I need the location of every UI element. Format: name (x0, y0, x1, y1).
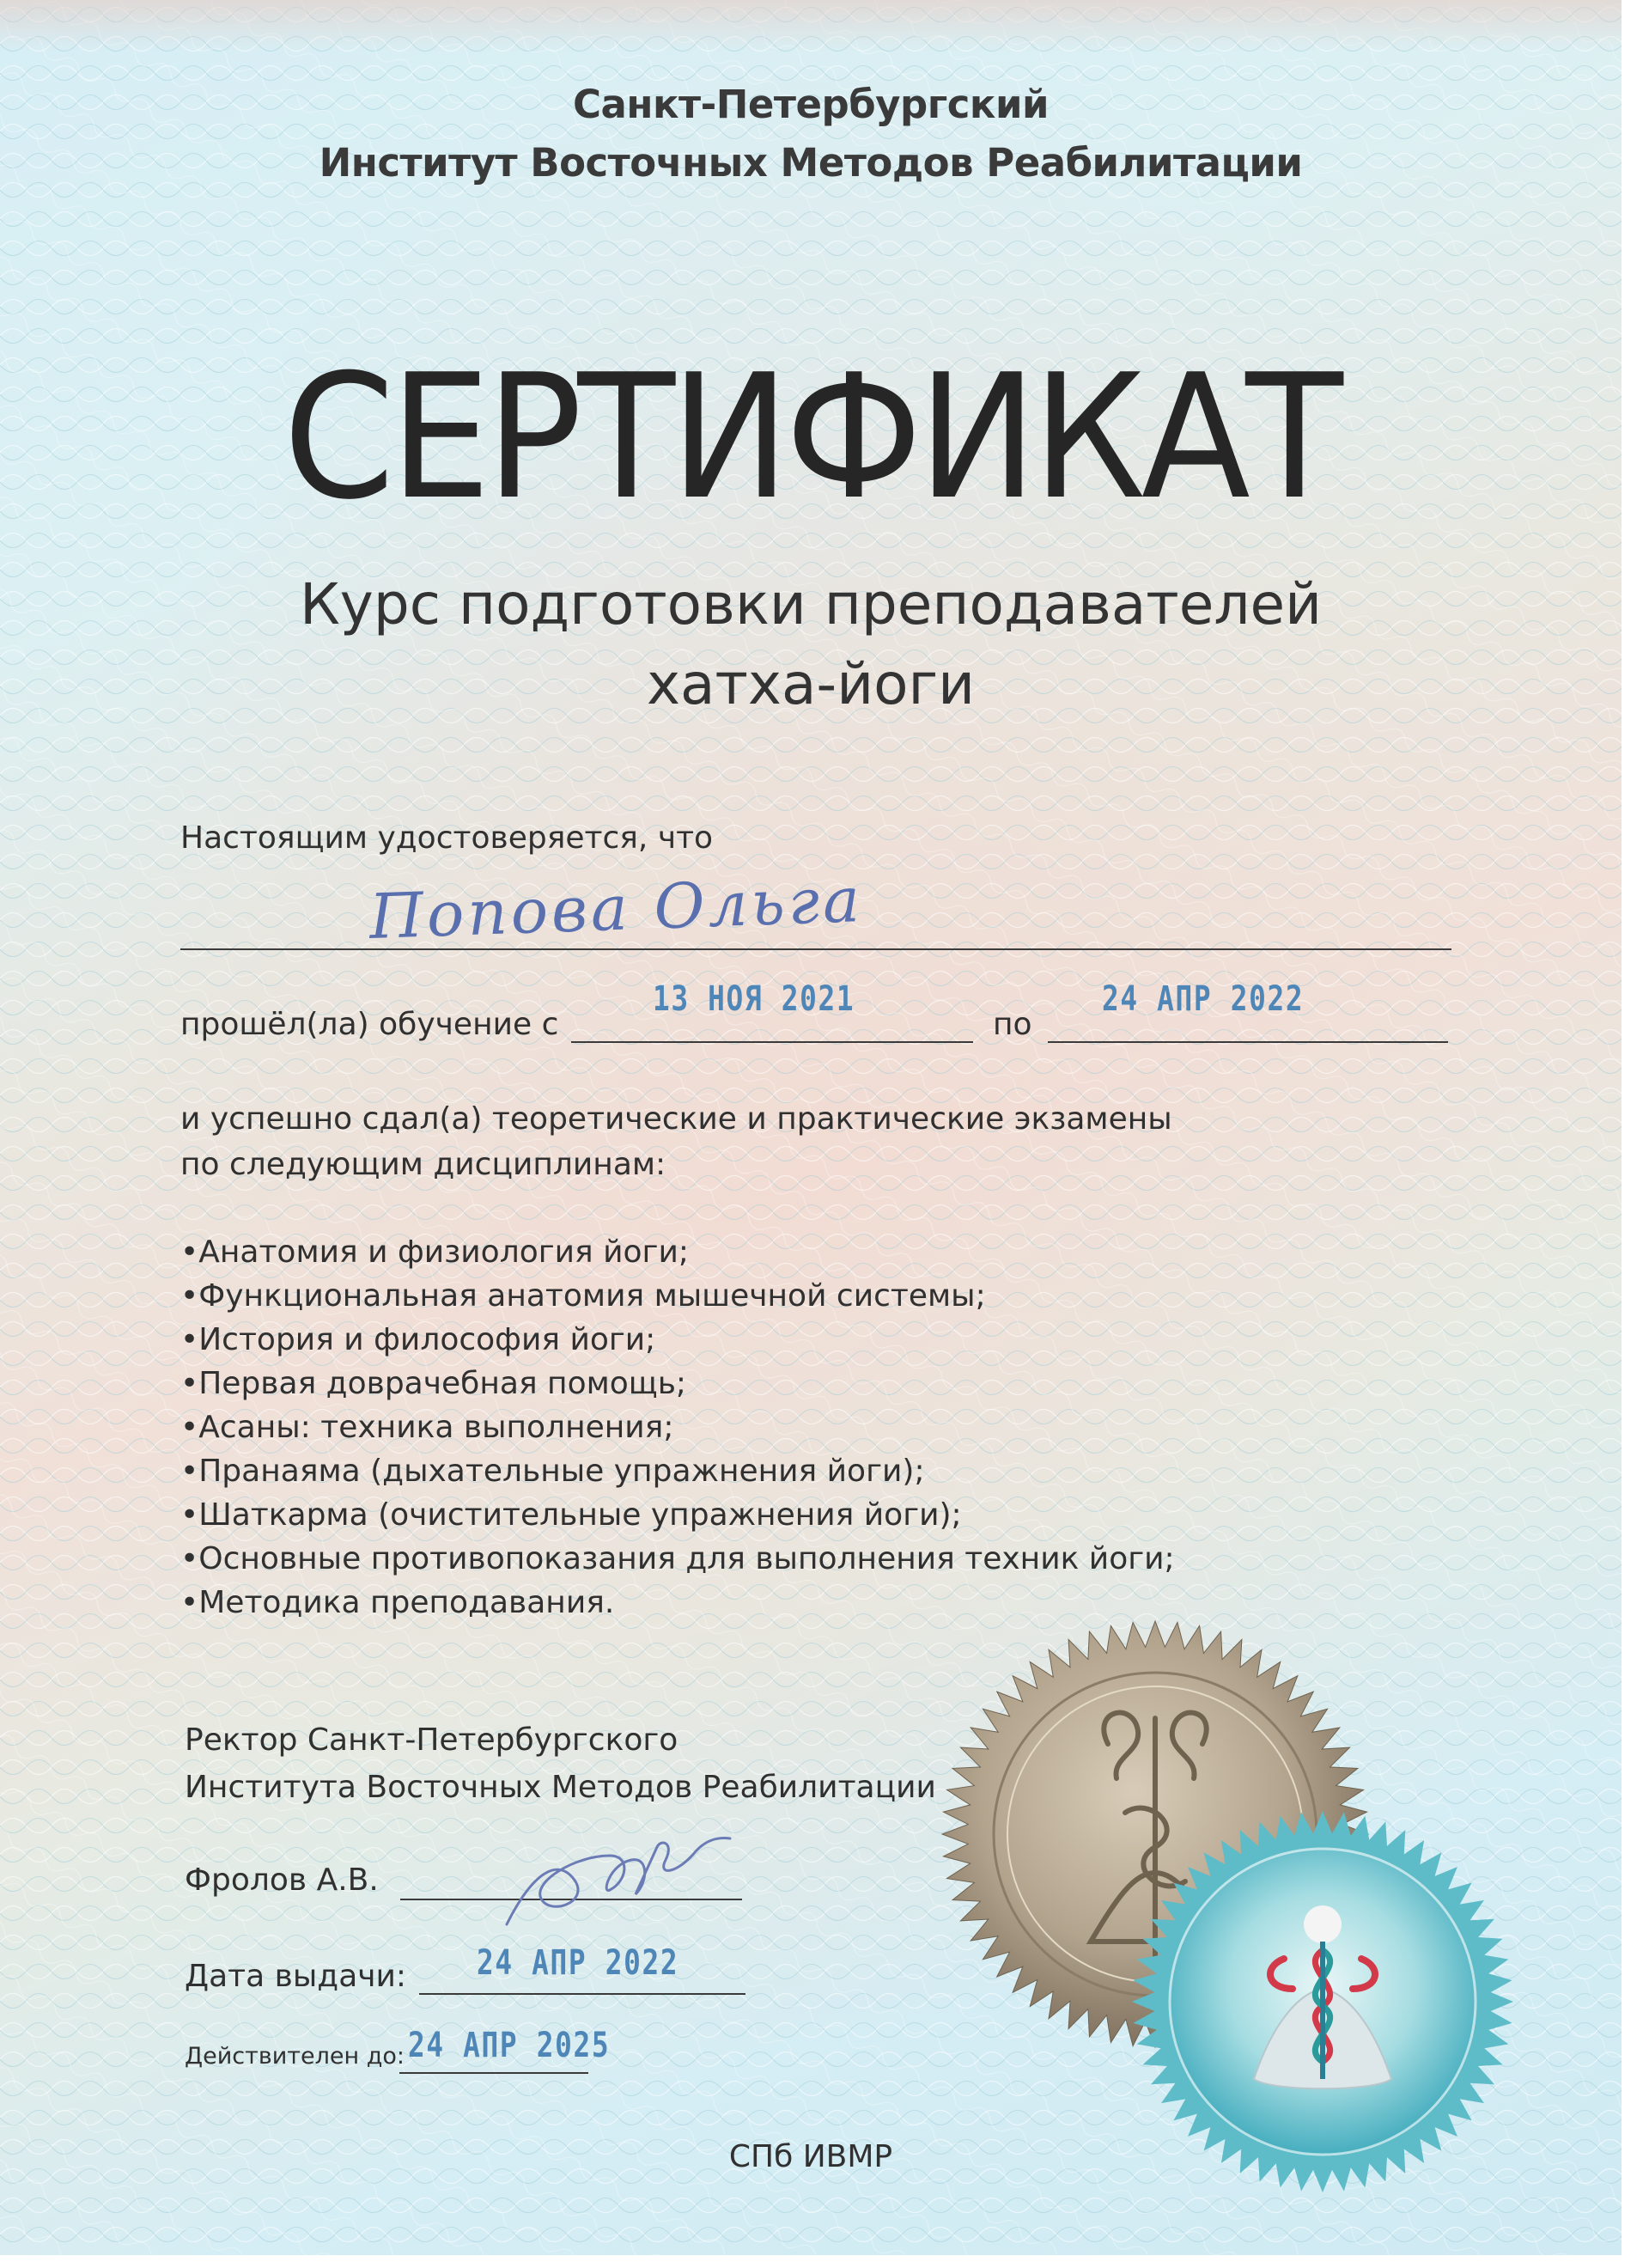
footer-institute-mark: СПб ИВМР (728, 2139, 893, 2174)
valid-until-stamp: 24 АПР 2025 (408, 2026, 611, 2065)
training-from-date-stamp: 13 НОЯ 2021 (653, 979, 855, 1019)
certify-text: Настоящим удостоверяется, что (180, 820, 714, 856)
disciplines-list (180, 1230, 1175, 1625)
recipient-name-line (180, 948, 1451, 950)
certificate-title: СЕРТИФИКАТ (283, 338, 1339, 538)
exams-text-line1: и успешно сдал(а) теоретические и практические экзамены (180, 1101, 1172, 1137)
discipline-item: • Первая доврачебная помощь; (180, 1362, 1175, 1405)
institute-name-line1: Санкт-Петербургский (572, 82, 1050, 127)
institute-name-line2: Институт Восточных Методов Реабилитации (319, 140, 1303, 186)
training-from-line (571, 1041, 973, 1043)
issue-date-line (419, 1993, 745, 1995)
training-from-label: прошёл(ла) обучение с (180, 1007, 559, 1042)
recipient-name-handwritten: Попова Ольга (368, 863, 865, 954)
discipline-item: • История и философия йоги; (180, 1318, 1175, 1362)
top-decorative-band (0, 0, 1622, 52)
rector-name: Фролов А.В. (185, 1863, 379, 1898)
exams-text-line2: по следующим дисциплинам: (180, 1147, 666, 1182)
discipline-item: • Асаны: техника выполнения; (180, 1405, 1175, 1449)
discipline-item: • Анатомия и физиология йоги; (180, 1230, 1175, 1274)
training-to-line (1048, 1041, 1448, 1043)
discipline-item: • Функциональная анатомия мышечной системы; (180, 1274, 1175, 1318)
rector-signature (481, 1821, 739, 1942)
issue-date-label: Дата выдачи: (185, 1959, 407, 1994)
course-title-line2: хатха-йоги (646, 651, 976, 717)
training-to-label: по (993, 1007, 1032, 1042)
discipline-item: • Методика преподавания. (180, 1581, 1175, 1625)
discipline-item: • Шаткарма (очистительные упражнения йоги); (180, 1493, 1175, 1537)
discipline-item: • Пранаяма (дыхательные упражнения йоги); (180, 1449, 1175, 1493)
valid-until-line (399, 2072, 588, 2074)
training-to-date-stamp: 24 АПР 2022 (1102, 979, 1305, 1019)
valid-until-label: Действителен до: (185, 2043, 405, 2070)
rector-title-line1: Ректор Санкт-Петербургского (185, 1722, 678, 1758)
course-title-line1: Курс подготовки преподавателей (299, 571, 1323, 637)
discipline-item: • Основные противопоказания для выполнения техник йоги; (180, 1537, 1175, 1581)
issue-date-stamp: 24 АПР 2022 (477, 1943, 679, 1983)
rector-title-line2: Института Восточных Методов Реабилитации (185, 1770, 936, 1805)
